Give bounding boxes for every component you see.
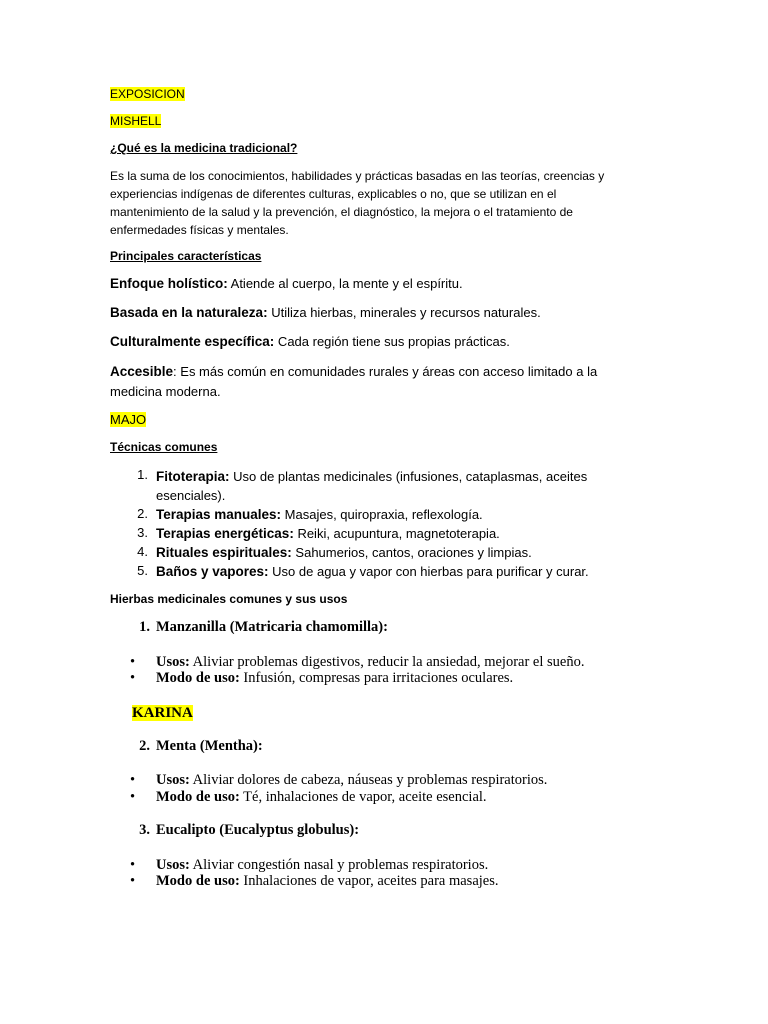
characteristic-term: Accesible — [110, 364, 174, 379]
technique-item — [110, 467, 640, 507]
herb-number: 2. — [139, 738, 150, 754]
technique-item — [110, 544, 640, 563]
technique-item — [110, 563, 640, 582]
technique-desc: Sahumerios, cantos, oraciones y limpias. — [291, 545, 532, 560]
technique-term: Terapias manuales: — [156, 507, 282, 522]
technique-item — [110, 525, 640, 544]
characteristic-item — [110, 333, 510, 351]
mode-label: Modo de uso: — [156, 873, 240, 889]
presenter-label-majo — [110, 412, 146, 427]
characteristic-item — [110, 304, 541, 322]
technique-text — [156, 544, 532, 562]
herb-number: 1. — [139, 619, 150, 635]
technique-text — [156, 525, 500, 543]
herbs-heading: Hierbas medicinales comunes y sus usos — [110, 592, 348, 606]
bullet: • — [130, 789, 136, 805]
herb-name: Manzanilla (Matricaria chamomilla): — [156, 619, 388, 635]
bullet: • — [130, 654, 136, 670]
exposicion-highlight: EXPOSICION — [110, 87, 185, 101]
bullet: • — [130, 857, 136, 873]
characteristic-desc: Utiliza hierbas, minerales y recursos naturales. — [267, 305, 541, 320]
technique-desc: Reiki, acupuntura, magnetoterapia. — [293, 526, 500, 541]
characteristic-term: Culturalmente específica: — [110, 334, 275, 349]
mode-label: Modo de uso: — [156, 670, 240, 686]
herb-name: Eucalipto (Eucalyptus globulus): — [156, 822, 360, 838]
mode-text: Infusión, compresas para irritaciones oculares. — [239, 670, 514, 686]
herb-mode — [156, 670, 513, 687]
technique-number: 3. — [137, 525, 148, 540]
exposicion-label — [110, 87, 185, 101]
technique-term: Fitoterapia: — [156, 469, 230, 484]
technique-desc: Masajes, quiropraxia, reflexología. — [281, 507, 483, 522]
technique-desc: Uso de agua y vapor con hierbas para purificar y curar. — [268, 564, 589, 579]
technique-term: Baños y vapores: — [156, 564, 269, 579]
presenter-label-mishell — [110, 114, 161, 128]
techniques-heading: Técnicas comunes — [110, 440, 218, 454]
karina-highlight: KARINA — [132, 705, 193, 721]
intro-question: ¿Qué es la medicina tradicional? — [110, 141, 298, 155]
mode-label: Modo de uso: — [156, 789, 240, 805]
mishell-highlight: MISHELL — [110, 114, 162, 128]
bullet: • — [130, 873, 136, 889]
herb-uses — [156, 857, 488, 874]
herb-name: Menta (Mentha): — [156, 738, 263, 754]
mode-text: Té, inhalaciones de vapor, aceite esencial. — [239, 789, 487, 805]
technique-item — [110, 506, 640, 525]
uses-label: Usos: — [156, 654, 190, 670]
herb-mode — [156, 789, 487, 806]
technique-number: 1. — [137, 467, 148, 482]
herb-uses — [156, 772, 547, 789]
characteristic-desc: Atiende al cuerpo, la mente y el espíritu. — [227, 276, 463, 291]
uses-text: Aliviar dolores de cabeza, náuseas y problemas respiratorios. — [189, 772, 548, 788]
bullet: • — [130, 772, 136, 788]
technique-text — [156, 563, 589, 581]
bullet: • — [130, 670, 136, 686]
technique-text — [156, 506, 483, 524]
herb-uses — [156, 654, 584, 671]
presenter-label-karina — [132, 705, 193, 722]
characteristic-term: Enfoque holístico: — [110, 276, 228, 291]
herb-mode — [156, 873, 498, 890]
technique-text — [156, 467, 636, 505]
mode-text: Inhalaciones de vapor, aceites para masajes. — [239, 873, 499, 889]
characteristic-term: Basada en la naturaleza: — [110, 305, 268, 320]
uses-text: Aliviar problemas digestivos, reducir la ansiedad, mejorar el sueño. — [189, 654, 585, 670]
technique-desc: Uso de plantas medicinales (infusiones, cataplasmas, aceites esenciales). — [156, 469, 588, 503]
uses-label: Usos: — [156, 857, 190, 873]
technique-number: 5. — [137, 563, 148, 578]
technique-number: 2. — [137, 506, 148, 521]
characteristics-heading: Principales características — [110, 249, 262, 263]
uses-text: Aliviar congestión nasal y problemas respiratorios. — [189, 857, 489, 873]
majo-highlight: MAJO — [110, 412, 147, 427]
characteristic-item — [110, 275, 463, 293]
characteristic-desc: : Es más común en comunidades rurales y áreas con acceso limitado a la medicina moderna. — [110, 364, 598, 399]
uses-label: Usos: — [156, 772, 190, 788]
technique-term: Rituales espirituales: — [156, 545, 292, 560]
characteristic-item — [110, 362, 638, 402]
technique-number: 4. — [137, 544, 148, 559]
herb-number: 3. — [139, 822, 150, 838]
characteristic-desc: Cada región tiene sus propias prácticas. — [274, 334, 510, 349]
definition-paragraph: Es la suma de los conocimientos, habilidades y prácticas basadas en las teorías, creencias y experiencias indígenas de diferentes culturas, explicables o no, que se utilizan en el mantenimiento de la salud y la prevención, el diagnóstico, la mejora o el tratamiento de enfermedades físicas y mentales. — [110, 169, 605, 237]
technique-term: Terapias energéticas: — [156, 526, 294, 541]
